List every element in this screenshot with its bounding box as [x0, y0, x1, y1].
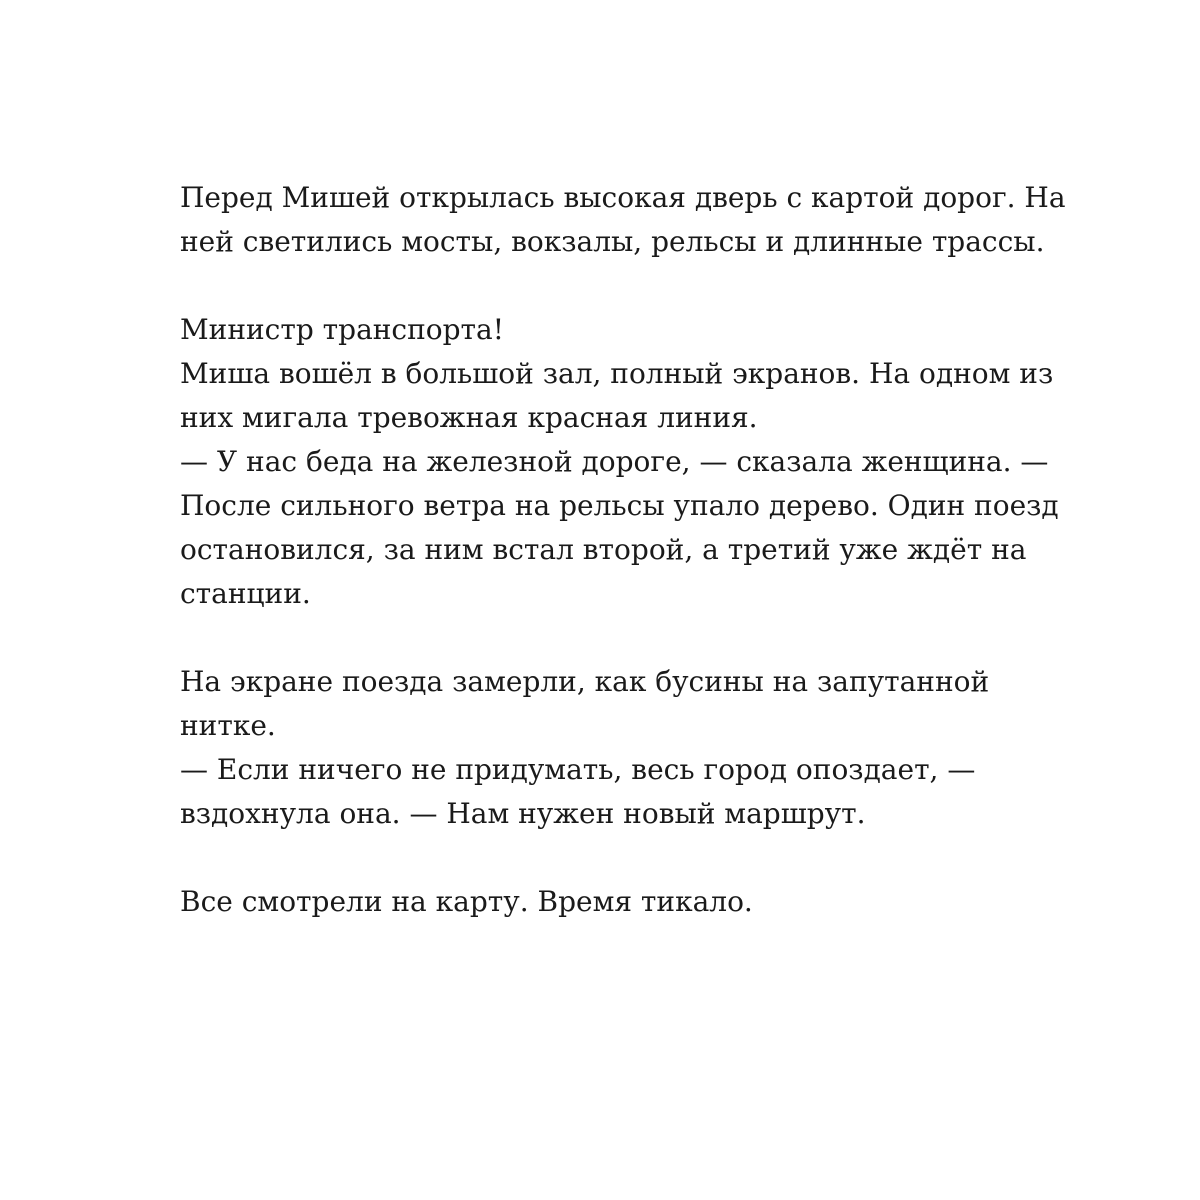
text-line: Все смотрели на карту. Время тикало. — [180, 885, 753, 918]
text-line: После сильного ветра на рельсы упало дерево. Один поезд — [180, 489, 1059, 522]
paragraph-spacer — [180, 616, 1080, 660]
text-line: станции. — [180, 577, 311, 610]
paragraph-minister — [180, 308, 1080, 616]
text-line: — У нас беда на железной дороге, — сказала женщина. — — [180, 445, 1049, 478]
text-line: нитке. — [180, 709, 276, 742]
text-line: На экране поезда замерли, как бусины на запутанной — [180, 665, 990, 698]
text-line: ней светились мосты, вокзалы, рельсы и длинные трассы. — [180, 225, 1045, 258]
paragraph-door — [180, 176, 1080, 264]
paragraph-map — [180, 880, 1080, 924]
text-line: Перед Мишей открылась высокая дверь с картой дорог. На — [180, 181, 1066, 214]
text-line: них мигала тревожная красная линия. — [180, 401, 758, 434]
text-line: Миша вошёл в большой зал, полный экранов. На одном из — [180, 357, 1054, 390]
paragraph-spacer — [180, 264, 1080, 308]
paragraph-trains — [180, 660, 1080, 836]
paragraph-spacer — [180, 836, 1080, 880]
text-line: остановился, за ним встал второй, а третий уже ждёт на — [180, 533, 1027, 566]
story-text — [180, 176, 1080, 924]
text-line: вздохнула она. — Нам нужен новый маршрут. — [180, 797, 866, 830]
text-line: — Если ничего не придумать, весь город опоздает, — — [180, 753, 976, 786]
text-line: Министр транспорта! — [180, 313, 504, 346]
